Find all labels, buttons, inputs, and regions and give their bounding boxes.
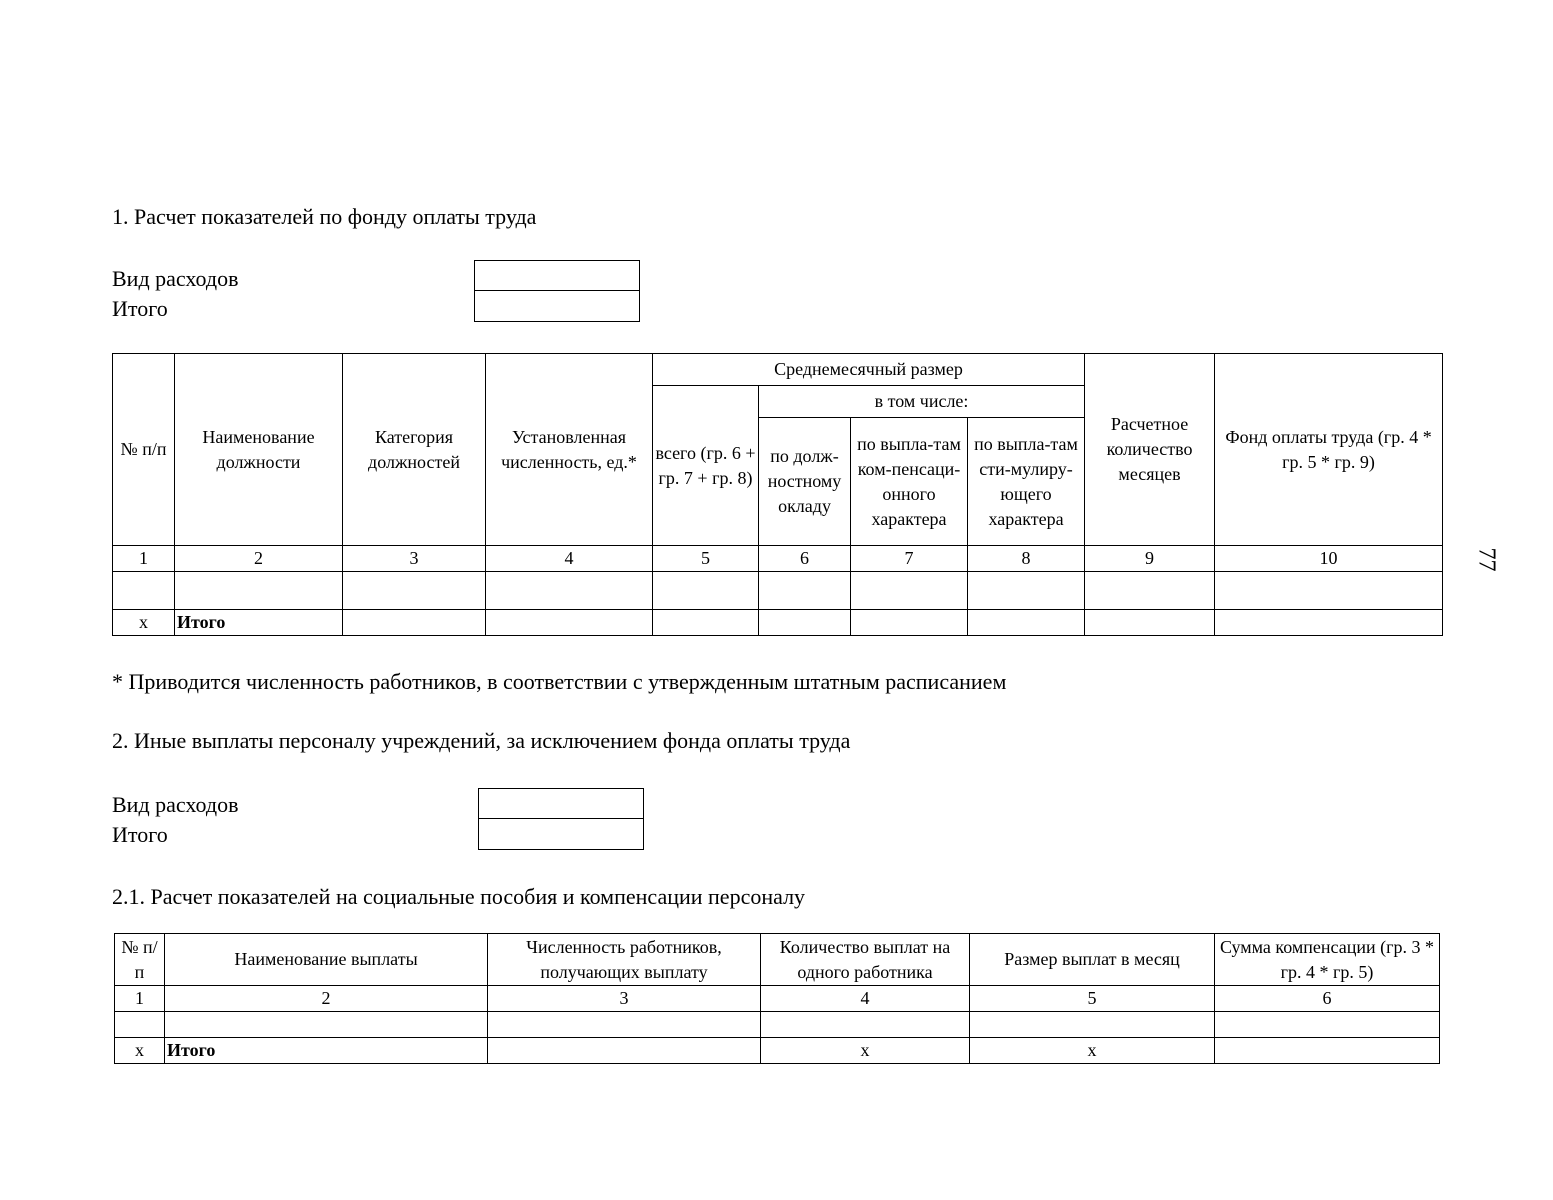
table-row (115, 1012, 1440, 1038)
section-2-title: 2. Иные выплаты персоналу учреждений, за исключением фонда оплаты труда (112, 728, 851, 753)
header-payroll-fund: Фонд оплаты труда (гр. 4 * гр. 5 * гр. 9) (1215, 354, 1443, 546)
table-cell (1215, 572, 1443, 610)
table-cell (653, 610, 759, 636)
header-num: № п/п (113, 354, 175, 546)
header-payments-per-worker: Количество выплат на одного работника (761, 934, 970, 986)
header-average-monthly: Среднемесячный размер (653, 354, 1085, 386)
column-number: 2 (175, 546, 343, 572)
column-number: 7 (851, 546, 968, 572)
header-headcount: Установленная численность, ед.* (486, 354, 653, 546)
total-row (113, 610, 1443, 636)
section-2-itogo-label: Итого (112, 822, 168, 847)
header-compensation-sum: Сумма компенсации (гр. 3 * гр. 4 * гр. 5) (1215, 934, 1440, 986)
section-1-itogo-label: Итого (112, 296, 168, 321)
column-number: 3 (488, 986, 761, 1012)
table-cell (486, 610, 653, 636)
column-number: 1 (115, 986, 165, 1012)
table-cell (968, 572, 1085, 610)
header-workers-count: Численность работников, получающих выплату (488, 934, 761, 986)
payroll-fund-table (112, 353, 1443, 636)
table-cell (115, 1012, 165, 1038)
header-compensation: по выпла-там ком-пенсаци-онного характера (851, 418, 968, 546)
column-number: 8 (968, 546, 1085, 572)
table-cell (1215, 1012, 1440, 1038)
total-label: Итого (165, 1038, 488, 1064)
table-cell (1215, 1038, 1440, 1064)
header-salary: по долж-ностному окладу (759, 418, 851, 546)
section-2-code-box (478, 788, 644, 850)
total-mark: x (113, 610, 175, 636)
section-1-itogo-cell (475, 291, 639, 321)
header-stimulation: по выпла-там сти-мулиру-ющего характера (968, 418, 1085, 546)
header-num: № п/п (115, 934, 165, 986)
table-cell (486, 572, 653, 610)
table-cell (761, 1012, 970, 1038)
table-cell (343, 572, 486, 610)
column-number: 5 (970, 986, 1215, 1012)
total-row (115, 1038, 1440, 1064)
column-number: 9 (1085, 546, 1215, 572)
column-numbers-row (113, 546, 1443, 572)
table-cell (653, 572, 759, 610)
column-number: 4 (761, 986, 970, 1012)
table-cell (488, 1038, 761, 1064)
column-numbers-row (115, 986, 1440, 1012)
section-2-vid-rashodov-cell (479, 789, 643, 819)
table-cell (970, 1012, 1215, 1038)
page-number: 77 (1473, 547, 1500, 572)
table-row (113, 572, 1443, 610)
table-cell (851, 610, 968, 636)
header-position-name: Наименование должности (175, 354, 343, 546)
table-cell (343, 610, 486, 636)
section-1-vid-rashodov-label: Вид расходов (112, 266, 239, 291)
table-cell (759, 610, 851, 636)
footnote: * Приводится численность работников, в соответствии с утвержденным штатным расписанием (112, 669, 1007, 694)
header-payment-name: Наименование выплаты (165, 934, 488, 986)
table-cell (1085, 610, 1215, 636)
column-number: 6 (759, 546, 851, 572)
table-cell (175, 572, 343, 610)
social-benefits-table (114, 933, 1440, 1064)
section-1-code-box (474, 260, 640, 322)
table-cell (1215, 610, 1443, 636)
table-cell (759, 572, 851, 610)
column-number: 3 (343, 546, 486, 572)
header-monthly-size: Размер выплат в месяц (970, 934, 1215, 986)
total-size-mark: x (970, 1038, 1215, 1064)
header-total: всего (гр. 6 + гр. 7 + гр. 8) (653, 386, 759, 546)
column-number: 5 (653, 546, 759, 572)
section-2-itogo-cell (479, 819, 643, 849)
total-mark: x (115, 1038, 165, 1064)
column-number: 2 (165, 986, 488, 1012)
table-cell (113, 572, 175, 610)
section-1-title: 1. Расчет показателей по фонду оплаты труда (112, 204, 537, 229)
section-1-vid-rashodov-cell (475, 261, 639, 291)
table-cell (488, 1012, 761, 1038)
table-cell (1085, 572, 1215, 610)
table-cell (968, 610, 1085, 636)
table-cell (851, 572, 968, 610)
total-label: Итого (175, 610, 343, 636)
column-number: 4 (486, 546, 653, 572)
column-number: 6 (1215, 986, 1440, 1012)
section-2-1-title: 2.1. Расчет показателей на социальные пособия и компенсации персоналу (112, 884, 806, 909)
header-months: Расчетное количество месяцев (1085, 354, 1215, 546)
column-number: 1 (113, 546, 175, 572)
column-number: 10 (1215, 546, 1443, 572)
table-cell (165, 1012, 488, 1038)
total-count-mark: x (761, 1038, 970, 1064)
header-category: Категория должностей (343, 354, 486, 546)
section-2-vid-rashodov-label: Вид расходов (112, 792, 239, 817)
header-including: в том числе: (759, 386, 1085, 418)
